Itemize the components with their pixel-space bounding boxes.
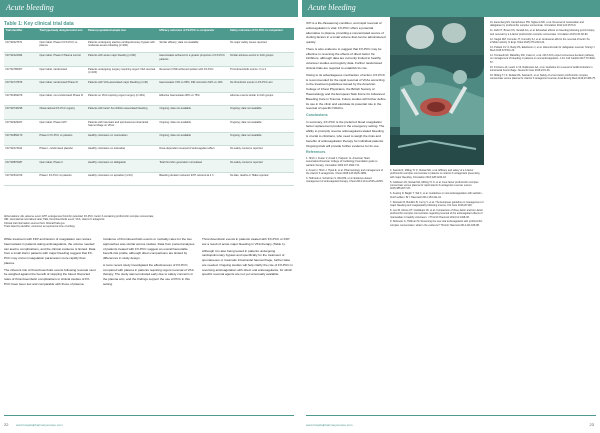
reference-item: 9. Dickneite G, Hoffman M. Reversing the new oral anticoagulants with prothrombin complex concentrates: what is the evidence? Thromb Haemost 2014;111:189-98.	[390, 220, 483, 227]
table-cell: Patients with traumatic and spontaneous intracranial haemorrhage on VKAs	[87, 119, 158, 132]
footnote: Abbreviations: AE, adverse event; ETP, endogenous thrombin potential; FX-PCC, factor X-containing prothrombin complex concentrate;	[4, 215, 154, 218]
table-cell: Open label, Phase II	[38, 159, 87, 172]
table-cell: Open label, randomised	[38, 66, 87, 79]
table-row	[4, 119, 294, 132]
header-left	[0, 0, 298, 17]
reference-item: 7. Rossaint R, Bouillon B, Cerny V, et al. The European guideline on management of major bleeding and coagulopathy following trauma. Crit Care 2016;20:100.	[390, 200, 484, 207]
paragraph: In summary, FX-PCC is the preferred blood coagulation factor replacement product in the emergency setting. The ability to promptly reverse anticoagulant-related bleeding is crucial to clinicians, who need to weigh the risks and benefits of anticoagulation therapy for individual patients. Ongoing trials will provide further evidence for its use.	[306, 119, 385, 148]
table-header-cell: Safety outcomes of FX-PCC vs comparator	[229, 28, 294, 40]
table-cell: Ongoing; data not available	[229, 119, 294, 132]
reference-item: 3. Holbrook A, Schulman S, Witt DM, et al. Evidence-based management of anticoagulant therapy. Chest 2012;141:e152S-e184S.	[306, 176, 384, 184]
reference-item: 11. Zahir H, Brown KS, Vandell AG, et al. Edoxaban effects on bleeding following punch biopsy and reversal by a 4-factor prothrombin complex concentrate. Circulation 2015;131:82-90.	[490, 29, 595, 36]
table-cell: Patients on VKA requiring urgent surgery (n=181)	[87, 93, 158, 106]
paragraph: A more recent study investigated the effectiveness of FX-PCC compared with plasma in patients requiring urgent reversal of VKA therapy. The study was terminated early due to safety concerns in the plasma arm, and the findings support the use of PCC in this setting.	[103, 262, 194, 287]
table-cell: No safety concerns reported	[229, 146, 294, 159]
reference-item: 13. Pollack CV Jr, Reilly PA, Eikelboom J, et al. Idarucizumab for dabigatran reversal. N Engl J Med 2015;373:511-20.	[490, 45, 595, 53]
table-cell: Bleeding duration reduced; ETP restored at 4 h	[158, 172, 229, 185]
conclusions-heading: Conclusions	[306, 113, 328, 118]
paragraph: ICH is a life-threatening condition, and rapid reversal of anticoagulation is vital. FX-PCC offers a potential alternative to plasma, providing a concentrated source of clotting factors in a small volume that can be administered quickly.	[306, 21, 386, 45]
table-row	[4, 79, 294, 92]
table-row	[4, 133, 294, 146]
footnote: Clinical trial information sourced from ClinicalTrials.gov.	[4, 221, 66, 225]
reference-item: 2. Ansell J, Hirsh J, Hylek E, et al. Pharmacology and management of the vitamin K antagonists. Chest 2008;133:160S-198S.	[306, 168, 383, 175]
table-cell: NCT01747876	[4, 79, 38, 92]
table-cell: Total thrombin generation normalised	[158, 159, 229, 172]
table-cell: No safety concerns reported	[229, 159, 294, 172]
table-cell: Open label, Phase II Plasma control	[38, 53, 87, 66]
references-heading: References	[306, 150, 326, 155]
page-number: 23	[589, 422, 594, 427]
table-cell: Healthy volunteers on apixaban (n=16)	[87, 172, 158, 185]
table-footnotes	[4, 215, 204, 229]
references-list	[306, 157, 386, 184]
paragraph: The inherent risk of thromboembolic events following reversal must be weighed against the benefit of stopping the bleed. Reported rates of thromboembolic complications in clinical studies of FX-PCC have been low and comparable with those of plasma.	[4, 267, 96, 287]
table-cell: Open label, Phase III/IV	[38, 119, 87, 132]
reference-item: 15. Frontera JA, Lewin JJ III, Rabinstein AA, et al. Guideline for reversal of antithrombotics in intracranial hemorrhage. Neurocrit Care 2016;24:6-46.	[490, 65, 593, 72]
table-row	[4, 40, 294, 53]
table-cell: Phase I, randomised placebo	[38, 146, 87, 159]
table-cell: Reversal of INR achieved quicker with FX-PCC	[158, 66, 229, 79]
website-link[interactable]: www.hospitalpharmacyeurope.com	[16, 423, 63, 427]
table-cell: Haemostasis 72% vs 65%; INR correction 62% vs 10%	[158, 79, 229, 92]
left-footer	[0, 415, 298, 433]
table-cell: Haemostasis achieved in a greater proportion of FX-PCC patients	[158, 53, 229, 66]
right-footer	[302, 415, 600, 433]
table-row	[4, 146, 294, 159]
table-cell: Adverse events similar in both groups	[229, 93, 294, 106]
table-row	[4, 106, 294, 119]
table-cell: Similar efficacy; data not available	[158, 40, 229, 53]
reference-item: 4. Sarode R, Milling TJ Jr, Refaai MA, et al. Efficacy and safety of a 4-factor prothrombin complex concentrate in patients on vitamin K antagonists presenting with major bleeding. Circulation 2013;128:1234-43.	[390, 169, 480, 179]
paragraph: Although it is also being tested in patients undergoing cardiopulmonary bypass and specifically for the treatment of spontaneous or traumatic intracranial haemorrhage, further data are needed. Ongoing studies will help clarify the role of FX-PCC in reversing anticoagulation with direct oral anticoagulants, for which specific reversal agents are not yet universally available.	[202, 248, 293, 277]
table-cell: Healthy volunteers on edoxaban	[87, 146, 158, 159]
table-cell: NCT01860170	[4, 133, 38, 146]
left-body-column-1	[4, 237, 96, 289]
reference-item: 10. Eerenberg ES, Kamphuisen PW, Sijpkens MK, et al. Reversal of rivaroxaban and dabigatran by prothrombin complex concentrate. Circulation 2011;124:1573-9.	[490, 21, 584, 28]
table-cell: NCT00870487	[4, 159, 38, 172]
table-header-cell: Efficacy outcomes of FX-PCC vs comparator	[158, 28, 229, 40]
table-row	[4, 93, 294, 106]
table-cell: Patients with factor Xa inhibitor-associated bleeding	[87, 106, 158, 119]
table-cell: Patients undergoing surgery requiring urgent VKA reversal (n=100)	[87, 66, 158, 79]
table-cell: NCT02740335	[4, 106, 38, 119]
table-cell: No AEs, deaths or TEEs reported	[229, 172, 294, 185]
table-cell: Ongoing; data not available	[229, 133, 294, 146]
surgery-photo-illustration	[390, 17, 484, 165]
header-right	[302, 0, 600, 17]
trials-table	[4, 28, 294, 186]
table-row	[4, 66, 294, 79]
paragraph: Owing to its advantageous mechanism of action, FX-PCC is recommended for the rapid reversal of VKAs according to the treatment guidelines issued by the American College of Chest Physicians, the British Society of Haematology and the European Task Force for Advanced Bleeding Care in Trauma. Future studies will further define its use in the clinic and elucidate its potential role in the reversal of specific NOACs.	[306, 72, 386, 111]
table-cell: Patients with VKA-associated major bleeding (n=40)	[87, 79, 158, 92]
right-page	[302, 17, 600, 427]
paragraph: Thromboembolic events in patients treated with FX-PCC or FFP are a result of acute major bleeding in VKA therapy (Table 1).	[202, 237, 290, 246]
reference-item: 5. Goldstein JN, Refaai MA, Milling TJ Jr, et al. Four-factor prothrombin complex concentrate versus plasma for rapid vitamin K antagonist reversal. Lancet 2015;385:2077-87.	[390, 180, 479, 191]
paragraph: Incidence of thromboembolic events or mortality rates for the two approaches was similar across studies. Data from pooled analyses of patients treated with FX-PCC suggest an overall favourable benefit-risk profile, although direct comparisons are limited by differences in study design.	[103, 237, 195, 261]
reference-item: 12. Siegal DM, Curnutte JT, Connolly SJ, et al. Andexanet alfa for the reversal of factor Xa inhibitor activity. N Engl J Med 2015;373:2413-24.	[490, 37, 590, 44]
reference-item: 6. Keeling D, Baglin T, Tait C, et al. Guidelines on oral anticoagulation with warfarin - fourth edition. Br J Haematol 2011;154:311-24.	[390, 192, 484, 199]
website-link[interactable]: www.hospitalpharmacyeurope.com	[306, 423, 353, 427]
table-cell: No thrombotic events in FX-PCC arm	[229, 79, 294, 92]
table-cell: Phase I FX-PCC vs placebo	[38, 172, 87, 185]
table-cell: Open label, Phase III FX-PCC vs plasma	[38, 40, 87, 53]
right-body-column-3	[490, 21, 596, 82]
table-row	[4, 53, 294, 66]
section-title-right: Acute bleeding	[308, 3, 356, 12]
table-row	[4, 159, 294, 172]
table-header-cell: Patient population/sample size	[87, 28, 158, 40]
reference-item: 1. Hirsh J, Fuster V, Ansell J, Halperin JL. American Heart Association/American College of Cardiology Foundation guide to warfarin therapy. Circulation 2003;107:1692-711.	[306, 156, 378, 167]
right-body-column-1	[306, 21, 386, 185]
table-cell: Patients with acute major bleeding (n=90)	[87, 53, 158, 66]
table-cell: Similar adverse events in both groups	[229, 53, 294, 66]
table-cell: NCT01369379	[4, 93, 38, 106]
table-cell: Patients undergoing elective cardiopulmonary bypass with moderate-severe bleeding (n=100)	[87, 40, 158, 53]
table-cell: NCT02227571	[4, 40, 38, 53]
table-cell: Ongoing; data not available	[158, 106, 229, 119]
surgery-photo	[390, 17, 484, 165]
table-title: Table 1: Key clinical trial data	[4, 21, 74, 27]
table-cell: NCT01541709	[4, 172, 38, 185]
table-cell: Thromboembolic events: 3 vs 2	[229, 66, 294, 79]
table-cell: Observational FX-PCC registry	[38, 106, 87, 119]
table-cell: Dose-dependent reversal of anticoagulant effect	[158, 146, 229, 159]
table-cell: Effective haemostasis 90% vs 75%	[158, 93, 229, 106]
paragraph: While treatment with FFP and factors of coagulation can restore haemostasis in patients taking anticoagulants, the volume needed can lead to complications, and the clinical evidence is limited. Data from a small trial in patients with major bleeding suggest that FX-PCC may correct coagulation parameters more rapidly than plasma.	[4, 237, 96, 265]
table-cell: Open label, randomised Phase III	[38, 79, 87, 92]
table-header-row	[4, 28, 294, 40]
table-header-cell: Trial type/study design/control arm	[38, 28, 87, 40]
table-cell: Ongoing; data not available	[158, 119, 229, 132]
page-number: 22	[4, 422, 9, 427]
table-cell: NCT02172911	[4, 146, 38, 159]
left-body-column-3	[202, 237, 294, 279]
table-cell: NCT01780307	[4, 66, 38, 79]
header-band	[0, 0, 600, 17]
paragraph: There is also evidence to suggest that FX-PCC may be effective in reversing the effects of direct factor Xa inhibitors, although data are currently limited to healthy volunteer studies and registry data. Further randomised clinical trials are required to establish its role.	[306, 46, 383, 71]
table-cell: Ongoing; data not available	[229, 106, 294, 119]
table-cell: NCT02122094	[4, 53, 38, 66]
reference-item: 8. Levi M, Moore KT, Castillejos CF, et al. Comparison of three-factor and four-factor prothrombin complex concentrates regarding reversal of the anticoagulant effects of rivaroxaban in healthy volunteers. J Thromb Haemost 2014;12:1428-36.	[390, 208, 483, 219]
footnote: Trials listed by identifier; outcomes as reported at time of writing.	[4, 225, 76, 229]
left-page	[0, 17, 298, 427]
table-cell: Healthy volunteers on rivaroxaban	[87, 133, 158, 146]
reference-item: 14. Tomaselli GF, Mahaffey KW, Cuker A, et al. 2017 ACC expert consensus decision pathway on management of bleeding in patients on oral anticoagulants. J Am Coll Cardiol 2017;70:3042-67.	[490, 54, 596, 64]
table-cell: No major safety issues reported	[229, 40, 294, 53]
left-body-column-2	[103, 237, 195, 289]
section-title-left: Acute bleeding	[6, 3, 54, 12]
table-cell: NCT02329327	[4, 119, 38, 132]
table-header-cell: Trial identifier	[4, 28, 38, 40]
table-cell: Ongoing; data not available	[158, 133, 229, 146]
footnote: INR, international normalised ratio; TEE, thromboembolic event; VKA, vitamin K antagonist.	[4, 218, 105, 222]
table-cell: Open label, non-randomised Phase III	[38, 93, 87, 106]
reference-item: 16. Milling TJ Jr, Refaai MA, Sarode R, et al. Safety of a four-factor prothrombin complex concentrate versus plasma for vitamin K antagonist reversal. Acad Emerg Med 2016;23:466-75.	[490, 73, 596, 81]
table-cell: Healthy volunteers on dabigatran	[87, 159, 158, 172]
table-cell: Phase II FX-PCC vs placebo	[38, 133, 87, 146]
right-body-column-2	[390, 169, 484, 229]
table-row	[4, 172, 294, 185]
